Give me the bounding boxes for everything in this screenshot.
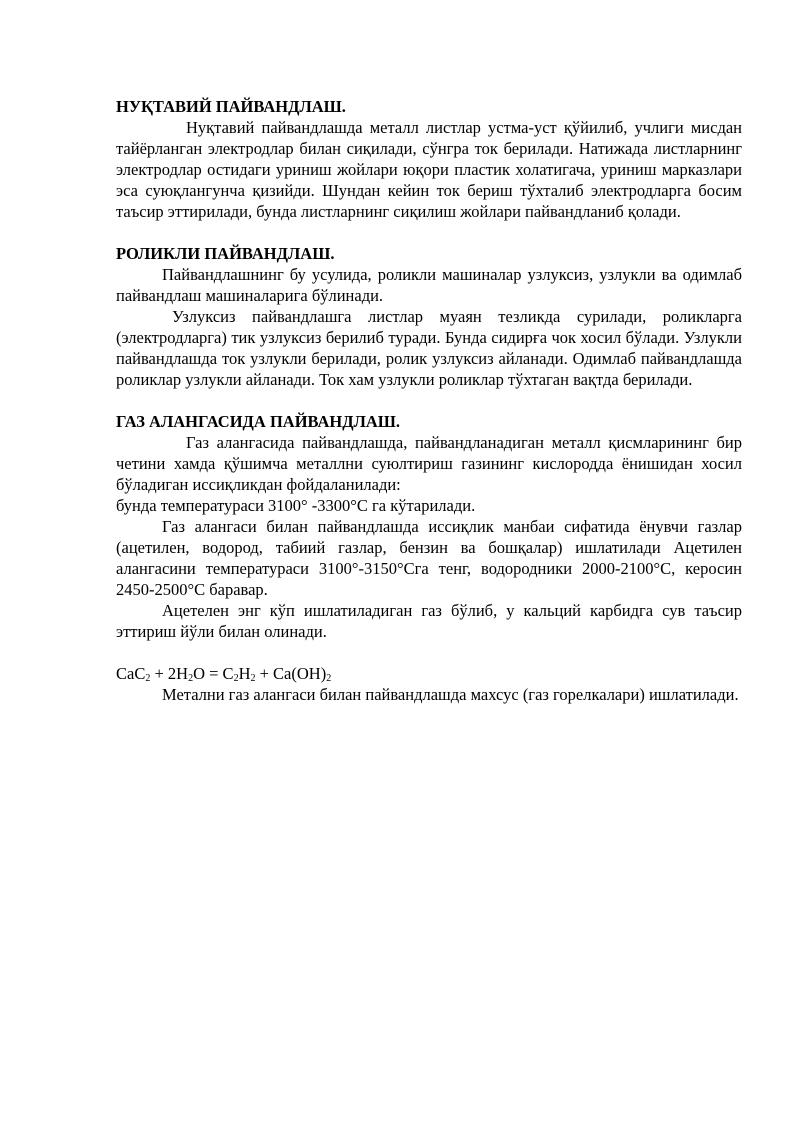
document-page <box>116 96 742 705</box>
paragraph-closing: Метални газ алангаси билан пайвандлашда махсус (газ горелкалари) ишлатилади. <box>162 685 739 704</box>
chemical-formula <box>116 663 742 684</box>
formula-part: CaC <box>116 664 146 683</box>
paragraph-gas-fuels: Газ алангаси билан пайвандлашда иссиқлик манбаи сифатида ёнувчи газлар (ацетилен, водород, табиий газлар, бензин ва бошқалар) ишлатилади Ацетилен алангасини температураси 3100°-3150°Сга тенг, водородники 2000-2100°С, керосин 2450-2500°С баравар. <box>116 517 742 599</box>
formula-part: O = C <box>193 664 234 683</box>
paragraph-spot-welding: Нуқтавий пайвандлашда металл листлар устма-уст қўйилиб, учлиги мисдан тайёрланган электродлар билан сиқилади, сўнгра ток берилади. Натижада листларнинг электродлар остидаги уриниш жойлари юқори пластик холатигача, уриниш марказлари эса суюқлангунча қизийди. Шундан кейин ток бериш тўхталиб электродларга босим таъсир эттирилади, бунда листларнинг сиқилиш жойлари пайвандланиб қолади. <box>116 118 742 221</box>
formula-subscript: 2 <box>250 673 256 684</box>
paragraph-gas-temperature: бунда температураси 3100° -3300°С га кўтарилади. <box>116 496 476 515</box>
formula-part: + 2H <box>150 664 189 683</box>
section-heading-spot-welding: НУҚТАВИЙ ПАЙВАНДЛАШ. <box>116 97 346 116</box>
spacer <box>116 642 742 663</box>
formula-part: H <box>238 664 251 683</box>
section-heading-roller-welding: РОЛИКЛИ ПАЙВАНДЛАШ. <box>116 244 335 263</box>
formula-part: + Ca(OH) <box>255 664 327 683</box>
paragraph-roller-intro: Пайвандлашнинг бу усулида, роликли машиналар узлуксиз, узлукли ва одимлаб пайвандлаш машиналарига бўлинади. <box>116 265 742 305</box>
spacer <box>116 390 742 411</box>
paragraph-acetylene: Ацетелен энг кўп ишлатиладиган газ бўлиб, у кальций карбидга сув таъсир эттириш йўли билан олинади. <box>116 601 742 641</box>
section-heading-gas-welding: ГАЗ АЛАНГАСИДА ПАЙВАНДЛАШ. <box>116 412 401 431</box>
formula-subscript: 2 <box>326 673 332 684</box>
formula-subscript: 2 <box>188 673 194 684</box>
formula-subscript: 2 <box>145 673 151 684</box>
paragraph-roller-detail: Узлуксиз пайвандлашга листлар муаян тезликда сурилади, роликларга (электродларга) тик узлуксиз берилиб туради. Бунда сидирға чок хосил бўлади. Узлукли пайвандлашда ток узлукли берилади, ролик узлуксиз айланади. Одимлаб пайвандлашда роликлар узлукли айланади. Ток хам узлукли роликлар тўхтаган вақтда берилади. <box>116 307 742 389</box>
formula-subscript: 2 <box>233 673 239 684</box>
paragraph-gas-intro: Газ алангасида пайвандлашда, пайвандланадиган металл қисмларининг бир четини хамда қўшимча металлни суюлтириш газининг кислородда ёнишидан хосил бўладиган иссиқликдан фойдаланилади: <box>116 433 742 494</box>
spacer <box>116 222 742 243</box>
